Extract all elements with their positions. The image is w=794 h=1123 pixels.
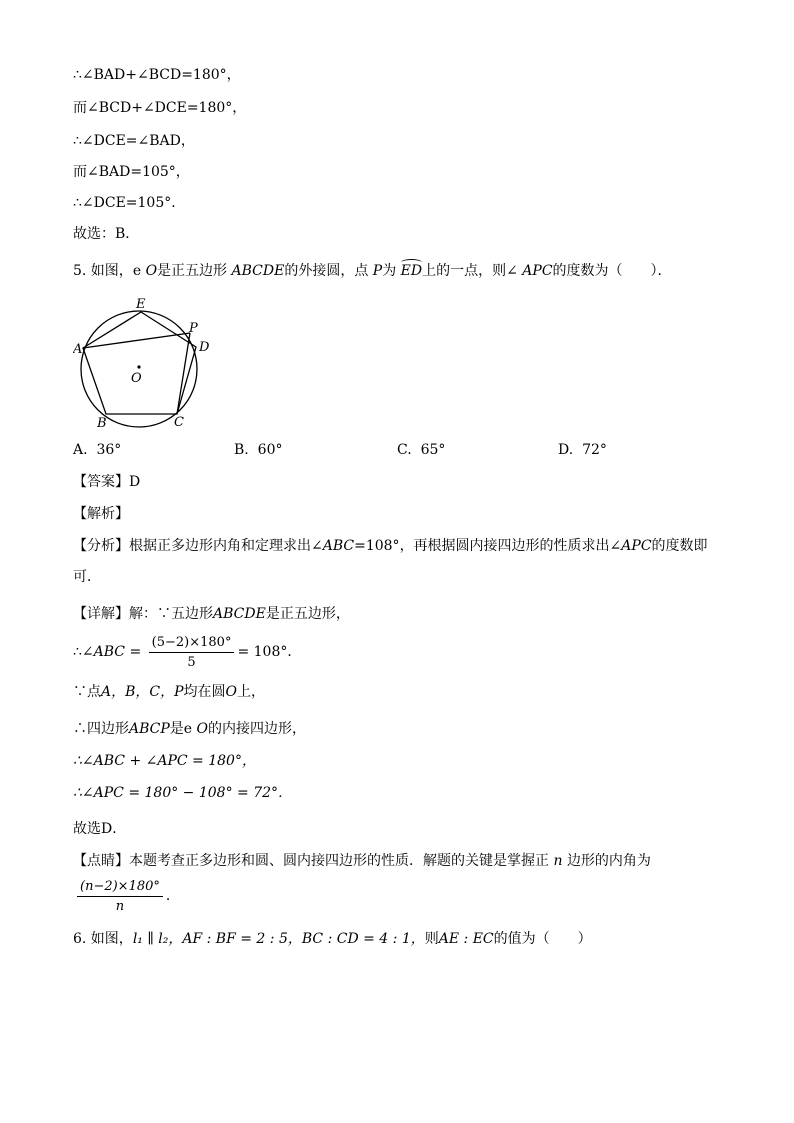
solution-line: ∴∠DCE=∠BAD， <box>73 133 195 149</box>
solution-line: ∴∠BAD+∠BCD=180°， <box>73 67 241 83</box>
option-value: 60° <box>257 442 283 458</box>
question-6-stem <box>73 930 592 948</box>
detail-step: ∴∠APC = 180° − 108° = 72°． <box>73 785 293 801</box>
option-d <box>558 442 607 458</box>
label-o: O <box>131 371 142 386</box>
points-list: A，B，C，P <box>101 684 184 700</box>
dianjing-text: 本题考查正多边形和圆、圆内接四边形的性质．解题的关键是掌握正 <box>129 853 549 869</box>
circle-name: O <box>225 684 238 700</box>
option-value: 72° <box>582 442 607 458</box>
label-c: C <box>174 415 184 430</box>
q6-text: 的值为（ ） <box>493 931 592 947</box>
segment-ap <box>83 333 190 348</box>
choice-statement: 故选D． <box>73 821 127 837</box>
q5-prefix: 5. 如图， <box>73 263 133 279</box>
step-text: 是 <box>169 721 184 737</box>
fraction <box>149 634 235 671</box>
angle-name: ABC <box>322 538 355 554</box>
option-letter: B. <box>234 442 249 458</box>
fenxi-text: 的度数即 <box>651 538 708 554</box>
label-d: D <box>199 340 210 355</box>
q5-text: 为 <box>382 263 397 279</box>
circumcircle <box>81 311 197 427</box>
circle-name: O <box>196 721 209 737</box>
option-value: 36° <box>96 442 122 458</box>
detail-tag: 【详解】 <box>73 606 129 622</box>
detail-step <box>73 683 265 701</box>
label-p: P <box>189 321 198 336</box>
step-text: ∵点 <box>73 684 101 700</box>
angle-name: APC <box>621 538 652 554</box>
dianjing-formula <box>73 876 180 916</box>
circle-symbol: e <box>183 721 193 737</box>
fraction-denominator: 5 <box>187 654 196 670</box>
option-letter: D. <box>558 442 574 458</box>
answer-tag: 【答案】 <box>73 474 129 490</box>
fenxi-line-cont: 可． <box>73 569 101 585</box>
q6-prefix: 6. 如图， <box>73 931 133 947</box>
option-letter: A. <box>73 442 88 458</box>
fenxi-text: 根据正多边形内角和定理求出∠ <box>129 538 323 554</box>
q5-text: 是正五边形 <box>157 263 228 279</box>
step-text: 的内接四边形， <box>208 721 307 737</box>
q5-text: 的外接圆，点 <box>284 263 369 279</box>
dianjing-line <box>73 852 651 870</box>
detail-text: 是正五边形， <box>265 606 350 622</box>
detail-line <box>73 605 350 623</box>
option-letter: C. <box>397 442 412 458</box>
fraction-denominator: n <box>115 898 125 914</box>
answer-value: D <box>129 474 141 490</box>
ratio-name: AE : EC <box>438 931 494 947</box>
quadrilateral-name: ABCP <box>129 721 170 737</box>
detail-text: 解：∵五边形 <box>129 606 213 622</box>
label-e: E <box>136 297 146 312</box>
detail-step-formula <box>73 632 301 672</box>
choice-statement: 故选：B． <box>73 226 140 242</box>
step-text: 均在圆 <box>183 684 226 700</box>
q5-text: 的度数为（ ）． <box>552 263 672 279</box>
solution-line: 而∠BCD+∠DCE=180°， <box>73 100 247 116</box>
label-a: A <box>73 342 83 357</box>
option-c <box>397 442 445 458</box>
option-b <box>234 442 282 458</box>
fraction-numerator: (n−2)×180° <box>77 878 163 897</box>
equals: = <box>125 644 146 660</box>
q6-conditions: l₁ ∥ l₂，AF : BF = 2 : 5，BC : CD = 4 : 1， <box>132 931 425 947</box>
center-point <box>137 365 140 368</box>
angle-name: APC <box>522 263 553 279</box>
answer-line <box>73 473 140 491</box>
step-text: 上， <box>237 684 266 700</box>
q5-text: 上的一点，则∠ <box>422 263 518 279</box>
fenxi-tag: 【分析】 <box>73 538 129 554</box>
angle-name: ABC <box>93 644 126 660</box>
step-prefix: ∴∠ <box>73 644 94 660</box>
detail-step <box>73 720 306 738</box>
question-5-stem <box>73 262 672 280</box>
circle-symbol: e <box>132 263 142 279</box>
variable-n: n <box>553 853 563 869</box>
point-name: P <box>372 263 383 279</box>
fenxi-eq: =108° <box>354 538 400 554</box>
detail-step: ∴∠ABC + ∠APC = 180°， <box>73 753 256 769</box>
solution-line: 而∠BAD=105°， <box>73 164 190 180</box>
option-value: 65° <box>420 442 446 458</box>
pentagon-name: ABCDE <box>231 263 285 279</box>
dianjing-tag: 【点睛】 <box>73 853 129 869</box>
fraction-numerator: (5−2)×180° <box>149 634 235 653</box>
formula-result: = 108°． <box>237 644 302 660</box>
arc-name: ED <box>400 263 423 279</box>
option-a <box>73 442 121 458</box>
q6-text: 则 <box>424 931 439 947</box>
step-text: ∴四边形 <box>73 721 129 737</box>
period: ． <box>165 888 180 904</box>
analysis-tag: 【解析】 <box>73 506 129 522</box>
fraction <box>77 878 163 915</box>
pentagon-circle-diagram <box>73 292 213 432</box>
circle-name: O <box>145 263 158 279</box>
fenxi-line <box>73 537 708 555</box>
fenxi-text: ，再根据圆内接四边形的性质求出∠ <box>399 538 622 554</box>
solution-line: ∴∠DCE=105°． <box>73 195 186 211</box>
pentagon-name: ABCDE <box>213 606 266 622</box>
label-b: B <box>97 416 107 431</box>
dianjing-text: 边形的内角为 <box>566 853 651 869</box>
